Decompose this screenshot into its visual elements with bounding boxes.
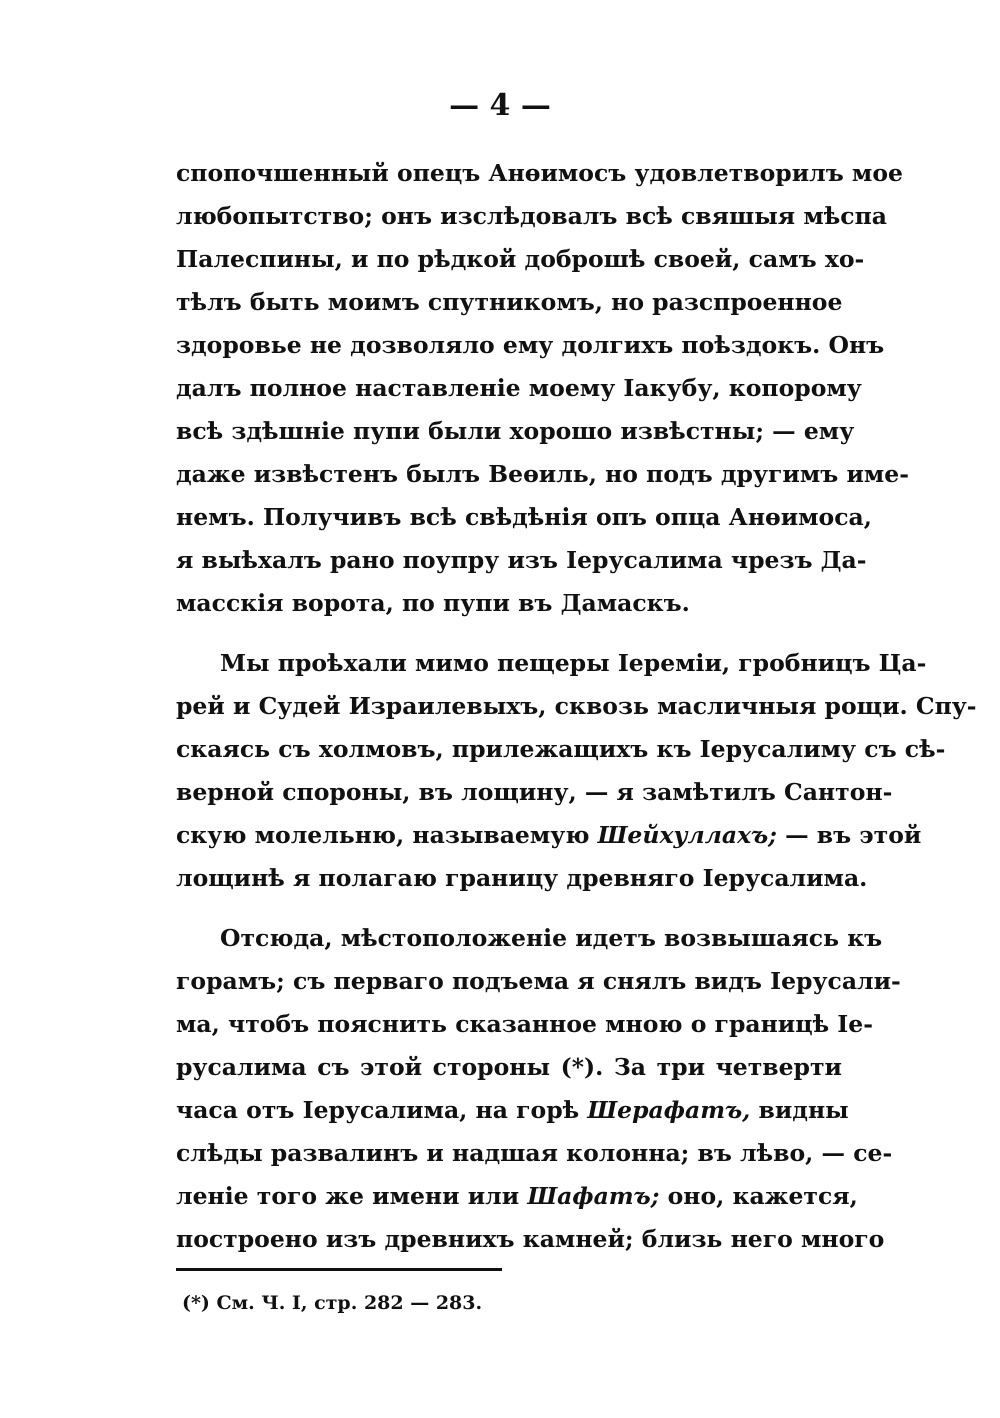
paragraph-2 bbox=[176, 642, 977, 900]
text-line: масскія ворота, по пупи въ Дамаскъ. bbox=[176, 589, 690, 617]
text-line: лощинѣ я полагаю границу древняго Іерусалима. bbox=[176, 864, 868, 892]
text-segment: оно, кажется, bbox=[667, 1182, 858, 1210]
footnote: (*) См. Ч. I, стр. 282 — 283. bbox=[182, 1292, 483, 1314]
place-name-italic: Шейхуллахъ; bbox=[597, 821, 777, 849]
text-line bbox=[176, 1089, 849, 1132]
text-segment: скую молельню, называемую bbox=[176, 821, 590, 849]
place-name-italic: Шафатъ; bbox=[527, 1182, 660, 1210]
text-line: всѣ здѣшніе пупи были хорошо извѣстны; — ему bbox=[176, 417, 855, 445]
text-line: тѣлъ быть моимъ спутникомъ, но разспроенное bbox=[176, 288, 843, 316]
text-line: немъ. Получивъ всѣ свѣдѣнія опъ опца Анөимоса, bbox=[176, 503, 872, 531]
text-line: здоровье не дозволяло ему долгихъ поѣздокъ. Онъ bbox=[176, 331, 885, 359]
text-line: любопытство; онъ изслѣдовалъ всѣ свяшыя мѣспа bbox=[176, 202, 888, 230]
text-line: Мы проѣхали мимо пещеры Іереміи, гробницъ Ца- bbox=[220, 649, 927, 677]
page-number: — 4 — bbox=[449, 88, 551, 123]
text-line: верной спороны, въ лощину, — я замѣтилъ Сантон- bbox=[176, 778, 893, 806]
text-line: слѣды развалинъ и надшая колонна; въ лѣво, — се- bbox=[176, 1139, 893, 1167]
footnote-divider bbox=[176, 1268, 502, 1271]
text-line: горамъ; съ перваго подъема я снялъ видъ Іерусали- bbox=[176, 967, 901, 995]
text-line bbox=[176, 814, 922, 857]
text-line: русалима съ этой стороны (*). За три четверти bbox=[176, 1053, 842, 1081]
main-text bbox=[176, 152, 977, 1261]
text-line: ма, чтобъ пояснить сказанное мною о границѣ Іе- bbox=[176, 1010, 874, 1038]
paragraph-1 bbox=[176, 152, 910, 625]
text-line: я выѣхалъ рано поупру изъ Іерусалима чрезъ Да- bbox=[176, 546, 867, 574]
text-line: Отсюда, мѣстоположеніе идетъ возвышаясь къ bbox=[220, 924, 883, 952]
text-line: спопочшенный опецъ Анөимосъ удовлетворилъ мое bbox=[176, 159, 903, 187]
place-name-italic: Шерафатъ, bbox=[587, 1096, 751, 1124]
text-segment: — въ этой bbox=[785, 821, 922, 849]
text-line: далъ полное наставленіе моему Іакубу, копорому bbox=[176, 374, 862, 402]
text-line: скаясь съ холмовъ, прилежащихъ къ Іерусалиму съ сѣ- bbox=[176, 735, 946, 763]
text-line: даже извѣстенъ былъ Веөиль, но подъ другимъ име- bbox=[176, 460, 910, 488]
text-line: рей и Судей Израилевыхъ, сквозь масличныя рощи. Спу- bbox=[176, 692, 977, 720]
paragraph-3 bbox=[176, 917, 901, 1261]
text-line: Палеспины, и по рѣдкой доброшѣ своей, самъ хо- bbox=[176, 245, 865, 273]
text-segment: видны bbox=[758, 1096, 849, 1124]
text-segment: часа отъ Іерусалима, на горѣ bbox=[176, 1096, 580, 1124]
text-line bbox=[176, 1175, 858, 1218]
text-line: построено изъ древнихъ камней; близь него много bbox=[176, 1225, 885, 1253]
text-segment: леніе того же имени или bbox=[176, 1182, 520, 1210]
